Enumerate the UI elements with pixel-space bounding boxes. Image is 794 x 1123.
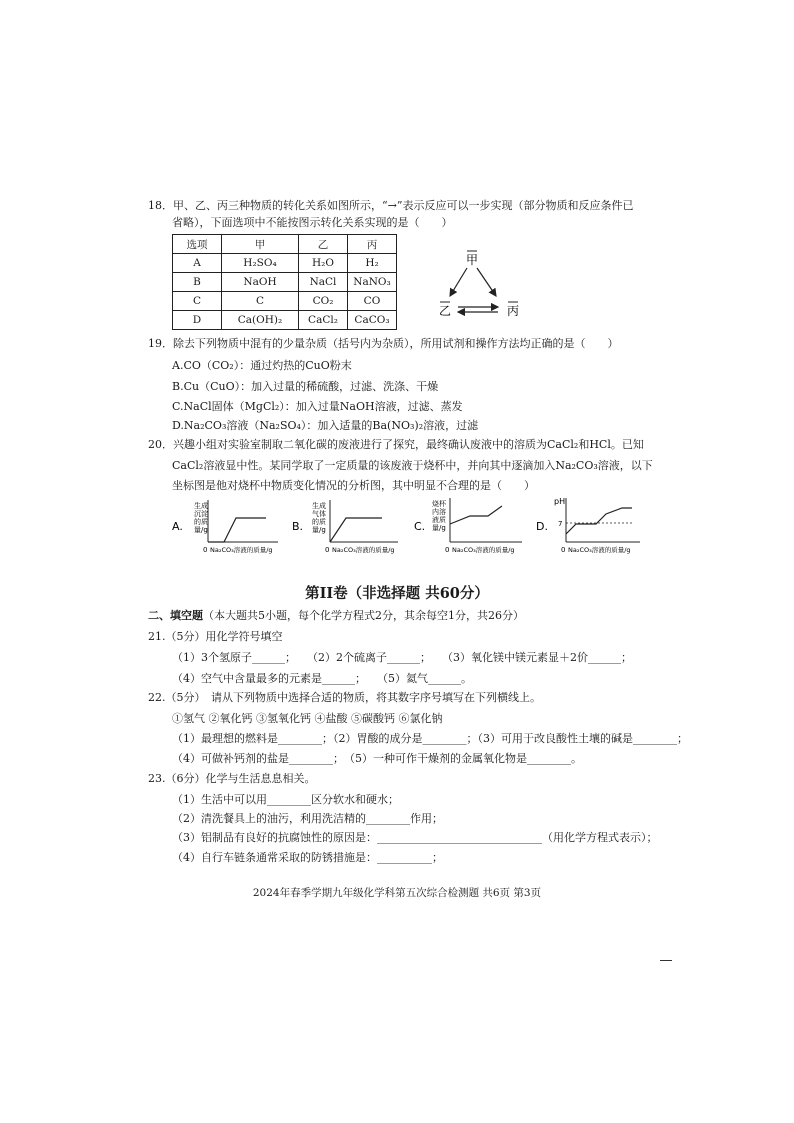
graph-ylabel-2: 沉淀	[194, 510, 208, 518]
q22-line2: （4）可做补钙剂的盐是________； （5）一种可作干燥剂的金属氧化物是________。	[172, 752, 582, 765]
table-cell: B	[173, 273, 222, 292]
q18-transformation-diagram	[430, 240, 530, 320]
graph-ylabel-3: 的质	[194, 518, 208, 526]
q20-stem-line1: 20．兴趣小组对实验室制取二氧化碳的废液进行了探究，最终确认废液中的溶质为CaCl₂和HCl。已知	[148, 438, 644, 451]
q18-stem-line2: 省略），下面选项中不能按图示转化关系实现的是（ ）	[172, 216, 453, 229]
table-cell: NaCl	[299, 273, 348, 292]
graph-origin: 0	[445, 546, 450, 554]
arrow-top-to-left	[450, 268, 467, 296]
q18-stem-line1: 18．甲、乙、丙三种物质的转化关系如图所示，“→”表示反应可以一步实现（部分物质和反应条件已	[148, 199, 634, 212]
q20-stem-line3: 坐标图是他对烧杯中物质变化情况的分析图，其中明显不合理的是（ ）	[172, 479, 535, 492]
q19-option-b: B.Cu（CuO）：加入过量的稀硫酸，过滤、洗涤、干燥	[172, 380, 439, 393]
q19-option-c: C.NaCl固体（MgCl₂）：加入过量NaOH溶液，过滤、蒸发	[172, 400, 463, 413]
graph-option-letter: B.	[292, 520, 304, 533]
graph-xlabel: Na₂CO₃溶液的质量/g	[332, 546, 395, 554]
table-cell: H₂SO₄	[222, 254, 299, 273]
diagram-label-right: 丙	[506, 304, 520, 318]
q22-choices: ①氢气 ②氧化钙 ③氢氧化钙 ④盐酸 ⑤碳酸钙 ⑥氯化钠	[172, 712, 443, 725]
graph-ylabel-4: 量/g	[194, 526, 208, 534]
table-cell: D	[173, 311, 222, 330]
graph-xlabel: Na₂CO₃溶液的质量/g	[452, 546, 515, 554]
graph-option-letter: A.	[172, 520, 183, 533]
section2-heading	[148, 608, 524, 624]
table-row	[173, 292, 397, 311]
table-cell: CaCl₂	[299, 311, 348, 330]
q23-line2: （2）清洗餐具上的油污，利用洗洁精的________作用；	[172, 812, 443, 825]
q21-line2: （4）空气中含量最多的元素是______； （5）氦气______。	[172, 672, 472, 685]
q22-stem: 22.（5分） 请从下列物质中选择合适的物质，将其数字序号填写在下列横线上。	[148, 691, 541, 704]
q20-stem-line2: CaCl₂溶液显中性。某同学取了一定质量的该废液于烧杯中，并向其中逐滴加入Na₂CO₃溶液，以下	[172, 459, 653, 472]
scan-mark	[660, 960, 672, 961]
table-header-cell: 乙	[299, 235, 348, 254]
graph-origin: 0	[561, 546, 566, 554]
graph-origin: 0	[203, 546, 208, 554]
q22-line1: （1）最理想的燃料是________；（2）胃酸的成分是________；（3）可用于改良酸性土壤的碱是________；	[172, 732, 688, 745]
graph-option-letter: C.	[414, 520, 426, 533]
table-cell: NaNO₃	[348, 273, 397, 292]
graph-ylabel-1: 生成	[312, 502, 326, 510]
section2-label: 二、填空题	[148, 609, 203, 622]
table-header-row	[173, 235, 397, 254]
page-footer: 2024年春季学期九年级化学科第五次综合检测题 共6页 第3页	[252, 887, 542, 899]
table-header-cell: 甲	[222, 235, 299, 254]
graph-ylabel-1: pH	[554, 497, 566, 506]
q21-stem: 21.（5分）用化学符号填空	[148, 630, 283, 643]
table-cell: NaOH	[222, 273, 299, 292]
graph-ref-value: 7	[558, 520, 563, 528]
graph-option-letter: D.	[536, 520, 548, 533]
graph-ylabel-1: 烧杯	[432, 500, 446, 508]
q18-options-table	[172, 234, 397, 330]
diagram-label-left: 乙	[438, 304, 452, 318]
q19-option-a: A.CO（CO₂）：通过灼热的CuO粉末	[172, 359, 352, 372]
q23-stem: 23.（6分）化学与生活息息相关。	[148, 772, 316, 785]
q19-stem: 19．除去下列物质中混有的少量杂质（括号内为杂质），所用试剂和操作方法均正确的是（ ）	[148, 337, 619, 350]
table-cell: H₂	[348, 254, 397, 273]
graph-curve	[450, 506, 502, 524]
graph-curve	[330, 518, 382, 542]
q23-line1: （1）生活中可以用________区分软水和硬水；	[172, 793, 399, 806]
q20-graph-a	[170, 496, 282, 558]
table-header-cell: 选项	[173, 235, 222, 254]
q20-graph-b	[290, 496, 402, 558]
table-cell: CaCO₃	[348, 311, 397, 330]
diagram-label-top: 甲	[465, 253, 479, 267]
q19-option-d: D.Na₂CO₃溶液（Na₂SO₄）：加入适量的Ba(NO₃)₂溶液，过滤	[172, 419, 479, 432]
table-row	[173, 311, 397, 330]
table-cell: H₂O	[299, 254, 348, 273]
graph-origin: 0	[325, 546, 330, 554]
graph-ylabel-1: 生成	[194, 502, 208, 510]
q21-line1: （1）3个氢原子______； （2）2个硫离子______； （3）氧化镁中镁元素显＋2价______；	[172, 651, 632, 664]
graph-curve	[566, 508, 632, 534]
q20-graph-c	[412, 494, 528, 558]
graph-curve	[208, 518, 266, 542]
section2-description: （本大题共5小题，每个化学方程式2分，其余每空1分，共26分）	[203, 609, 524, 622]
graph-ylabel-4: 量/g	[312, 526, 326, 534]
q23-line3: （3）铝制品有良好的抗腐蚀性的原因是：______________________________（用化学方程式表示）；	[172, 831, 658, 844]
graph-ylabel-3: 的质	[312, 518, 326, 526]
graph-ylabel-4: 量/g	[432, 524, 446, 532]
graph-ylabel-2: 气体	[312, 510, 326, 518]
graph-xlabel: Na₂CO₃溶液的质量/g	[568, 546, 631, 554]
table-cell: C	[222, 292, 299, 311]
part2-title: 第II卷（非选择题 共60分）	[305, 585, 489, 602]
table-cell: C	[173, 292, 222, 311]
graph-ylabel-3: 液质	[432, 516, 446, 524]
q20-graph-d	[534, 494, 646, 558]
table-cell: A	[173, 254, 222, 273]
table-header-cell: 丙	[348, 235, 397, 254]
graph-ylabel-2: 内溶	[432, 508, 446, 516]
table-cell: CO₂	[299, 292, 348, 311]
table-row	[173, 254, 397, 273]
q23-line4: （4）自行车链条通常采取的防锈措施是：__________；	[172, 851, 443, 864]
table-row	[173, 273, 397, 292]
arrow-top-to-right	[477, 268, 496, 296]
table-cell: Ca(OH)₂	[222, 311, 299, 330]
table-cell: CO	[348, 292, 397, 311]
graph-xlabel: Na₂CO₃溶液的质量/g	[210, 546, 273, 554]
